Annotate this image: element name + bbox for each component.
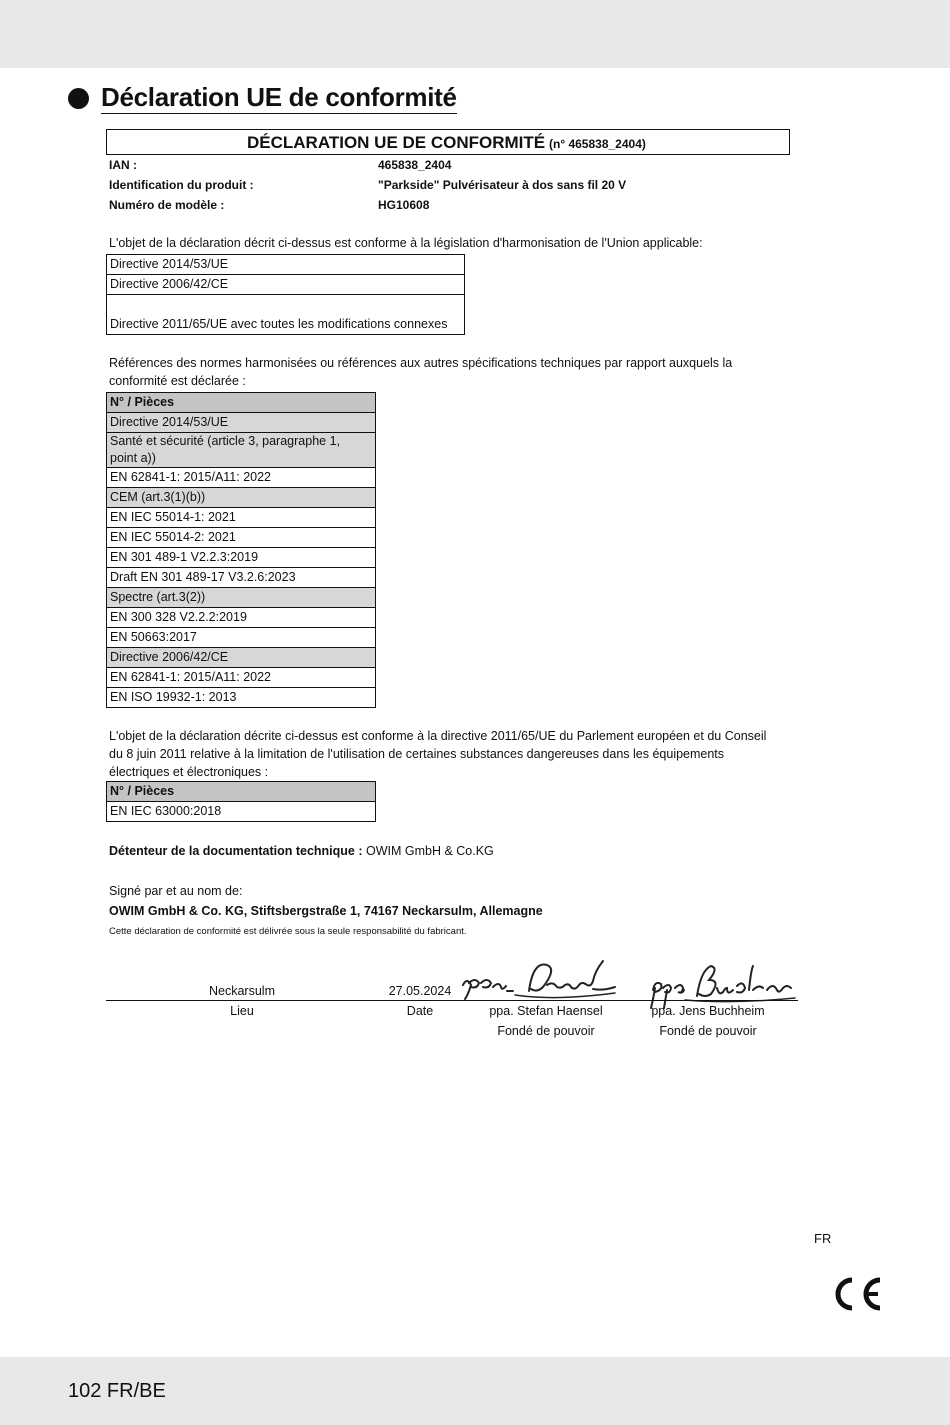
page-title: Déclaration UE de conformité [101,82,457,112]
standard-cell: EN 50663:2017 [107,628,376,648]
rohs-standard-cell: EN IEC 63000:2018 [107,802,376,822]
rohs-line: électriques et électroniques : [109,765,269,779]
top-band [0,0,950,68]
company-address: OWIM GmbH & Co. KG, Stiftsbergstraße 1, 74167 Neckarsulm, Allemagne [109,904,543,918]
product-value: "Parkside" Pulvérisateur à dos sans fil 20 V [378,178,627,192]
standard-line: Santé et sécurité (article 3, paragraphe 1, [110,434,340,448]
table-row [107,802,376,822]
signer2-role: Fondé de pouvoir [659,1024,757,1038]
standard-line: point a)) [110,451,156,465]
table-row [107,488,376,508]
bullet-icon [68,88,89,109]
signature-line [106,1000,798,1001]
date-label: Date [406,1004,434,1018]
directive-cell: Directive 2014/53/UE [107,255,465,275]
table-row [107,648,376,668]
rohs-line: L'objet de la déclaration décrite ci-dessus est conforme à la directive 2011/65/UE du Parlement européen et du Conseil [109,729,767,743]
standards-table [106,392,376,708]
standards-intro-line: conformité est déclarée : [109,374,246,388]
section-heading [68,82,457,114]
standard-cell: EN ISO 19932-1: 2013 [107,688,376,708]
table-row [107,588,376,608]
rohs-line: du 8 juin 2011 relative à la limitation de l'utilisation de certaines substances dangereuses dans les équipements [109,747,725,761]
table-row [107,528,376,548]
tech-doc-value: OWIM GmbH & Co.KG [365,844,494,858]
declaration-title-box [106,129,790,155]
signed-by-label: Signé par et au nom de: [109,884,243,898]
table-row [107,608,376,628]
tech-doc-label: Détenteur de la documentation technique : [109,844,363,858]
ce-mark-icon [830,1274,884,1314]
signature-haensel [455,955,625,1010]
standard-cell: EN 300 328 V2.2.2:2019 [107,608,376,628]
standard-cell: EN 62841-1: 2015/A11: 2022 [107,468,376,488]
table-row [107,295,465,335]
table-row [107,568,376,588]
place-value: Neckarsulm [209,984,275,998]
table-row [107,413,376,433]
table-row [107,782,376,802]
ian-label: IAN : [109,158,137,172]
ian-value: 465838_2404 [378,158,452,172]
standards-header: N° / Pièces [107,393,376,413]
rohs-table [106,781,376,822]
table-row [107,468,376,488]
model-label: Numéro de modèle : [109,198,225,212]
rohs-paragraph [109,727,809,781]
standard-cell: EN 301 489-1 V2.2.3:2019 [107,548,376,568]
standard-cell: EN 62841-1: 2015/A11: 2022 [107,668,376,688]
table-row [107,508,376,528]
standards-intro-line: Références des normes harmonisées ou références aux autres spécifications techniques par rapport auxquels la [109,356,733,370]
standard-cell: CEM (art.3(1)(b)) [107,488,376,508]
standard-cell: Draft EN 301 489-17 V3.2.6:2023 [107,568,376,588]
table-row [107,688,376,708]
table-row [107,548,376,568]
directive-cell: Directive 2006/42/CE [107,275,465,295]
signer1-name: ppa. Stefan Haensel [489,1004,603,1018]
technical-documentation [109,844,494,858]
table-row [107,628,376,648]
product-label: Identification du produit : [109,178,254,192]
language-mark: FR [814,1231,832,1246]
directives-table [106,254,465,335]
standard-cell: Directive 2006/42/CE [107,648,376,668]
responsibility-note: Cette déclaration de conformité est délivrée sous la seule responsabilité du fabricant. [109,926,467,937]
place-label: Lieu [230,1004,254,1018]
table-row [107,668,376,688]
standard-cell: Directive 2014/53/UE [107,413,376,433]
signer1-role: Fondé de pouvoir [497,1024,595,1038]
table-row [107,275,465,295]
standard-cell: EN IEC 55014-2: 2021 [107,528,376,548]
rohs-header: N° / Pièces [107,782,376,802]
standard-cell [107,433,376,468]
standard-cell: EN IEC 55014-1: 2021 [107,508,376,528]
standard-cell: Spectre (art.3(2)) [107,588,376,608]
page-number: 102 FR/BE [68,1380,166,1402]
date-value: 27.05.2024 [388,984,452,998]
standards-intro [109,354,799,390]
declaration-title: DÉCLARATION UE DE CONFORMITÉ [247,133,546,152]
signer2-name: ppa. Jens Buchheim [651,1004,765,1018]
table-row [107,433,376,468]
directive-cell: Directive 2011/65/UE avec toutes les modifications connexes [107,295,465,335]
table-row [107,255,465,275]
declaration-number: (n° 465838_2404) [549,137,646,151]
legislation-intro: L'objet de la déclaration décrit ci-dessus est conforme à la législation d'harmonisation de l'Union applicable: [109,236,703,250]
table-row [107,393,376,413]
model-value: HG10608 [378,198,430,212]
